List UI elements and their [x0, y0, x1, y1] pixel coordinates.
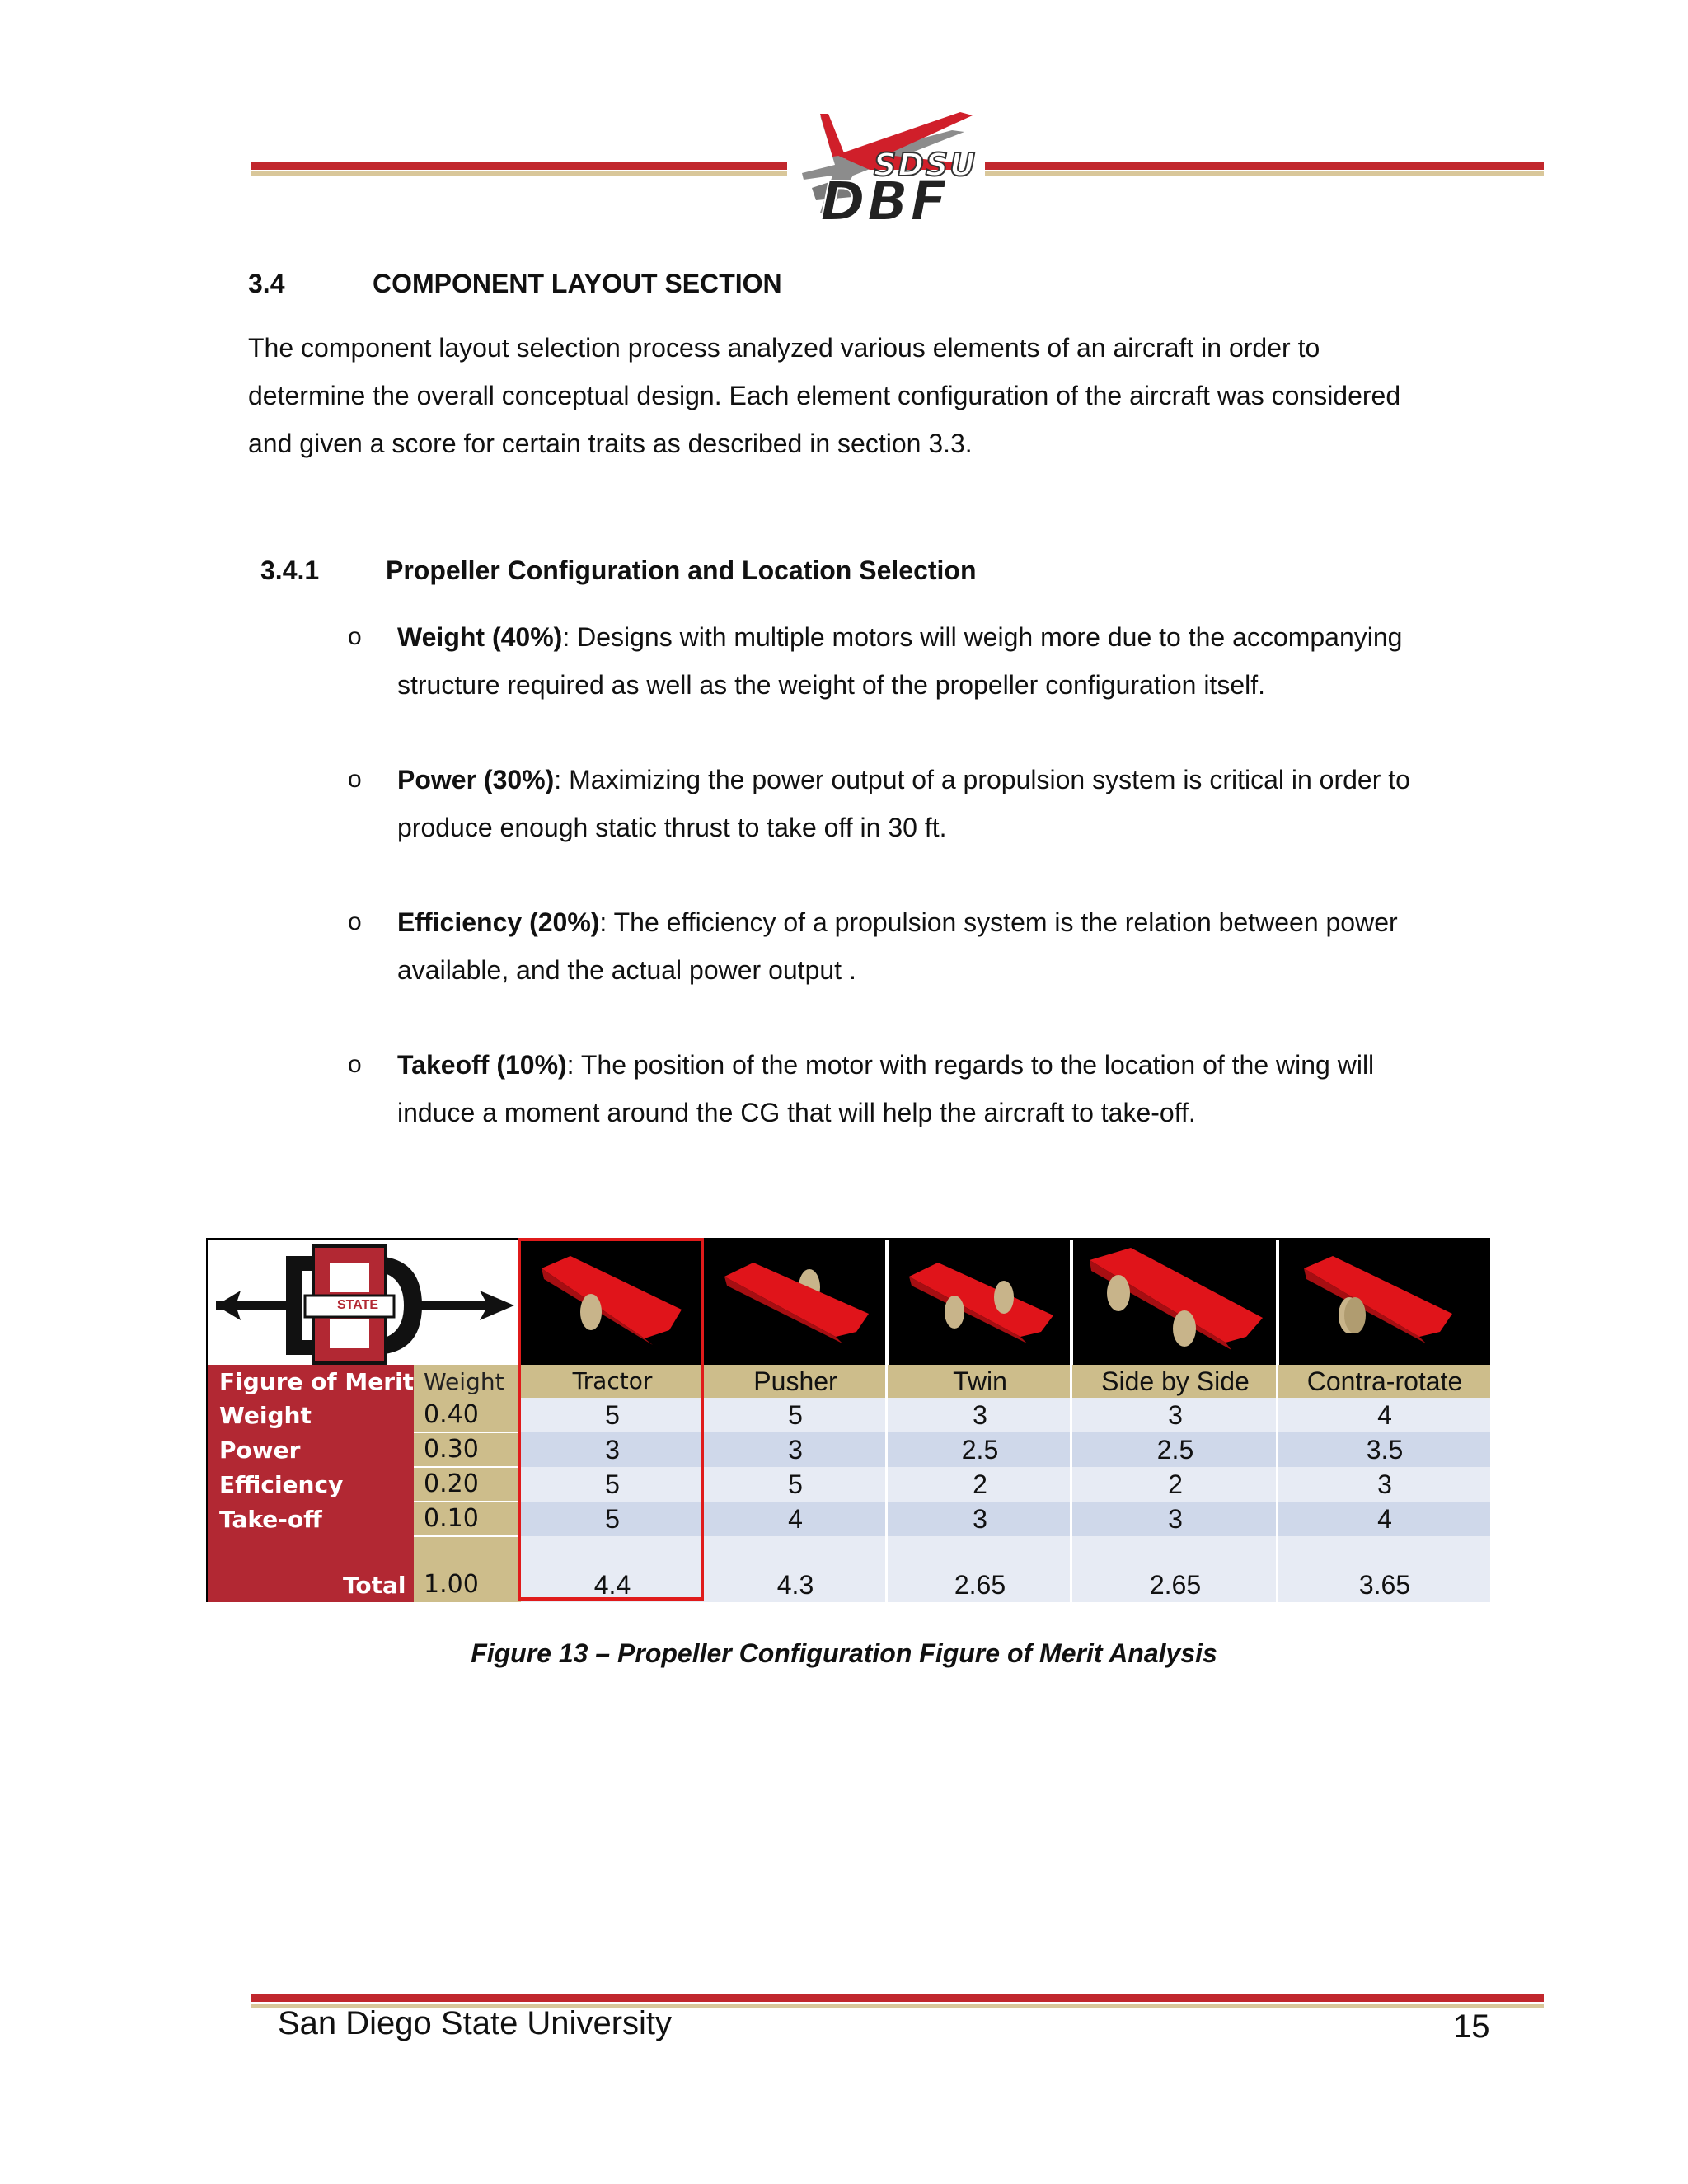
score-cell: 3: [1168, 1504, 1183, 1534]
score-cell: 3.5: [1366, 1435, 1404, 1465]
score-cell: 4: [1377, 1400, 1392, 1430]
bullet-circle-icon: o: [348, 908, 362, 935]
weight-header: Weight: [424, 1368, 504, 1395]
footer-university: San Diego State University: [278, 2005, 673, 2041]
bullet-desc: : Designs with multiple motors will weigh more due to the accompanying: [562, 622, 1403, 652]
score-cell: 5: [788, 1400, 803, 1430]
score-cell: 5: [605, 1504, 620, 1534]
row-label: Efficiency: [219, 1471, 344, 1498]
config-header: Pusher: [753, 1366, 837, 1396]
bullet-term: Power (30%): [397, 765, 555, 794]
score-cell: 2: [1168, 1469, 1183, 1499]
total-label: Total: [343, 1572, 406, 1599]
row-weight: 0.30: [424, 1435, 479, 1464]
total-weight: 1.00: [424, 1570, 479, 1599]
score-cell: 3: [973, 1400, 987, 1430]
bullet-circle-icon: o: [348, 623, 362, 650]
bullet-desc-cont: produce enough static thrust to take off in 30 ft.: [397, 813, 947, 842]
bullet-circle-icon: o: [348, 1051, 362, 1078]
contra-rotate-image: [1279, 1240, 1490, 1365]
total-cell: 2.65: [954, 1570, 1006, 1600]
wing-icon: [704, 1240, 887, 1365]
para-line: determine the overall conceptual design. Each element configuration of the aircraft was considered: [248, 381, 1401, 410]
bullet-circle-icon: o: [348, 766, 362, 793]
state-logo-text: STATE: [336, 1298, 379, 1312]
subsection-title: Propeller Configuration and Location Selection: [386, 555, 977, 585]
score-cell: 3: [1168, 1400, 1183, 1430]
logo-text-bottom: DBF: [820, 170, 950, 233]
score-cell: 3: [1377, 1469, 1392, 1499]
score-cell: 2.5: [1156, 1435, 1194, 1465]
config-header: Tractor: [572, 1367, 653, 1394]
wing-icon: [1073, 1240, 1278, 1365]
selected-column-highlight: [518, 1238, 704, 1601]
score-cell: 4: [1377, 1504, 1392, 1534]
logo-text-top: SDSU: [874, 147, 978, 183]
row-weight: 0.40: [424, 1400, 479, 1429]
sdsu-dbf-logo: [787, 97, 985, 237]
score-cell: 5: [605, 1400, 620, 1430]
bullet-term: Weight (40%): [397, 622, 563, 652]
subsection-number: 3.4.1: [260, 555, 320, 585]
bullet-desc: : Maximizing the power output of a propulsion system is critical in order to: [554, 765, 1410, 794]
bullet-text: [397, 1041, 1485, 1137]
figure-of-merit-header: Figure of Merit: [219, 1368, 415, 1395]
row-weight: 0.20: [424, 1469, 479, 1498]
para-line: and given a score for certain traits as described in section 3.3.: [248, 429, 973, 458]
score-cell: 5: [788, 1469, 803, 1499]
bullet-desc: : The efficiency of a propulsion system is the relation between power: [599, 907, 1398, 937]
bullet-term: Efficiency (20%): [397, 907, 600, 937]
section-title: COMPONENT LAYOUT SECTION: [373, 269, 782, 298]
bullet-desc-cont: induce a moment around the CG that will help the aircraft to take-off.: [397, 1098, 1196, 1127]
figure-of-merit-table: [206, 1238, 1490, 1602]
wing-icon: [1279, 1240, 1490, 1365]
score-cell: 2: [973, 1469, 987, 1499]
figure-caption: Figure 13 – Propeller Configuration Figure of Merit Analysis: [471, 1638, 1217, 1668]
score-cell: 3: [788, 1435, 803, 1465]
total-cell: 2.65: [1149, 1570, 1202, 1600]
row-weight: 0.10: [424, 1504, 479, 1533]
bullet-desc-cont: available, and the actual power output .: [397, 955, 856, 985]
side-by-side-image: [1073, 1240, 1278, 1365]
pusher-image: [704, 1240, 887, 1365]
config-header: Contra-rotate: [1306, 1366, 1463, 1396]
score-cell: 5: [605, 1469, 620, 1499]
config-header: Twin: [953, 1366, 1007, 1396]
total-cell: 4.3: [776, 1570, 814, 1600]
score-cell: 3: [973, 1504, 987, 1534]
bullet-text: [397, 898, 1485, 994]
section-paragraph: [248, 324, 1484, 467]
twin-image: [889, 1240, 1071, 1365]
bullet-term: Takeoff (10%): [397, 1050, 567, 1080]
row-label: Power: [219, 1436, 301, 1464]
score-cell: 3: [605, 1435, 620, 1465]
score-cell: 4: [788, 1504, 803, 1534]
section-number: 3.4: [248, 269, 285, 298]
wing-icon: [889, 1240, 1071, 1365]
total-cell: 4.4: [593, 1570, 631, 1600]
para-line: The component layout selection process analyzed various elements of an aircraft in order to: [248, 333, 1320, 363]
row-label: Weight: [219, 1402, 312, 1429]
row-label: Take-off: [219, 1506, 322, 1533]
total-cell: 3.65: [1358, 1570, 1411, 1600]
page-number: 15: [1453, 2008, 1490, 2045]
footer-rule-red: [251, 1994, 1544, 2002]
score-cell: 2.5: [961, 1435, 999, 1465]
bullet-text: [397, 756, 1485, 851]
bullet-desc: : The position of the motor with regards to the location of the wing will: [566, 1050, 1375, 1080]
config-header: Side by Side: [1101, 1366, 1250, 1396]
sdsu-state-logo: [208, 1240, 521, 1365]
bullet-desc-cont: structure required as well as the weight of the propeller configuration itself.: [397, 670, 1265, 700]
bullet-text: [397, 613, 1485, 709]
